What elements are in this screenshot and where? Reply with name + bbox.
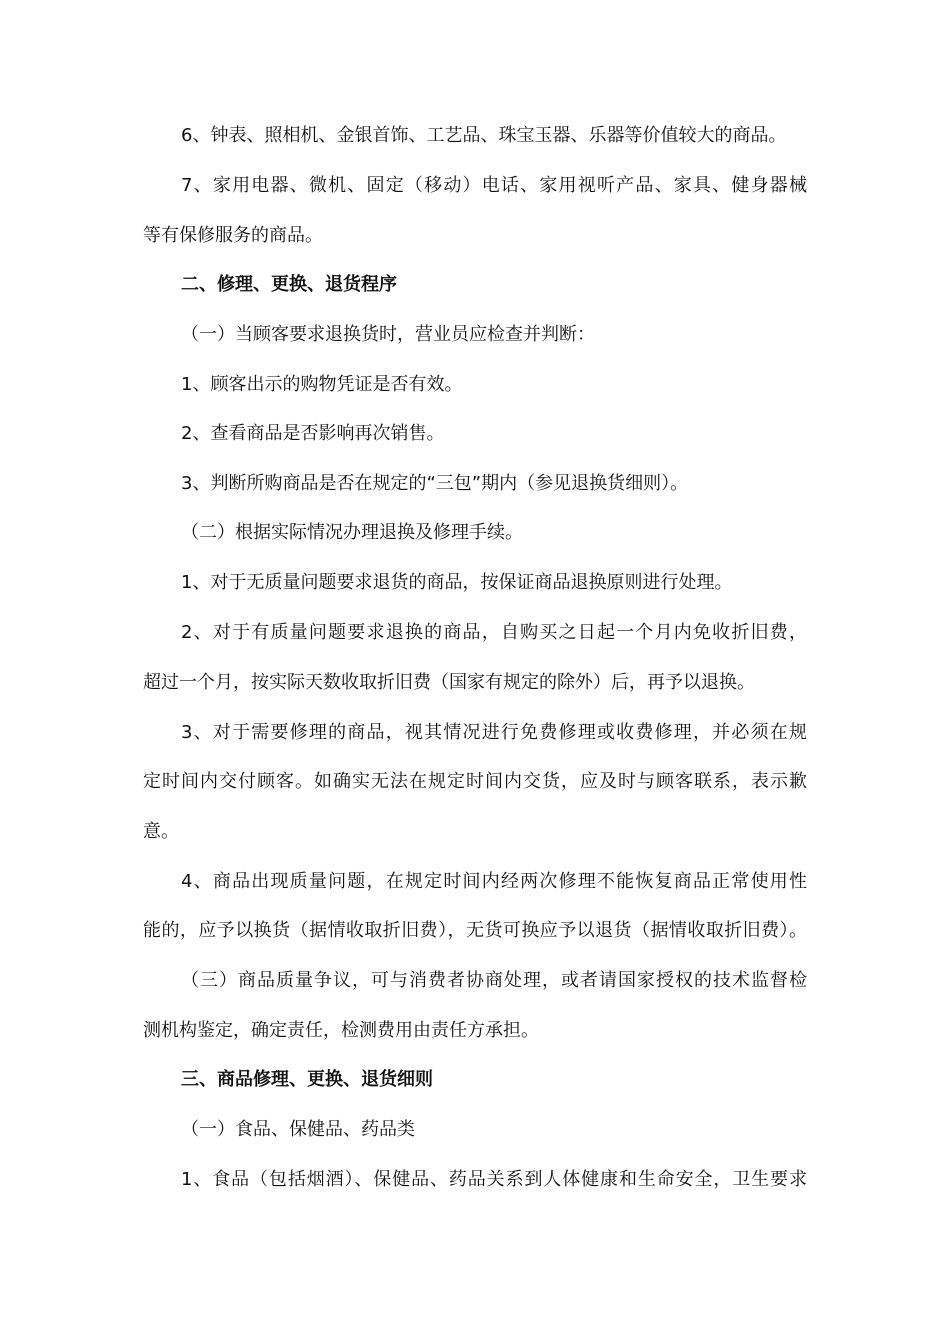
list-item-continued: 能的，应予以换货（据情收取折旧费），无货可换应予以退货（据情收取折旧费）。 [143,920,807,941]
subsection-heading-3-1: （一）食品、保健品、药品类 [181,1119,415,1140]
list-item: 3、判断所购商品是否在规定的“三包”期内（参见退换货细则）。 [181,473,689,494]
list-item: 1、对于无质量问题要求退货的商品，按保证商品退换原则进行处理。 [181,572,733,593]
list-item: 1、顾客出示的购物凭证是否有效。 [181,374,463,395]
subsection-heading-2-3: （三）商品质量争议，可与消费者协商处理，或者请国家授权的技术监督检 [181,970,807,991]
list-item-continued: 意。 [143,821,179,842]
list-item: 2、查看商品是否影响再次销售。 [181,423,445,444]
list-item-7-continued: 等有保修服务的商品。 [143,225,323,246]
list-item: 4、商品出现质量问题，在规定时间内经两次修理不能恢复商品正常使用性 [181,871,807,892]
list-item: 3、对于需要修理的商品，视其情况进行免费修理或收费修理，并必须在规 [181,722,807,743]
subsection-heading-2-2: （二）根据实际情况办理退换及修理手续。 [181,522,523,543]
section-heading-2: 二、修理、更换、退货程序 [181,274,397,295]
list-item-continued: 定时间内交付顾客。如确实无法在规定时间内交货，应及时与顾客联系，表示歉 [143,771,807,792]
list-item-continued: 超过一个月，按实际天数收取折旧费（国家有规定的除外）后，再予以退换。 [143,672,755,693]
list-item: 1、食品（包括烟酒）、保健品、药品关系到人体健康和生命安全，卫生要求 [181,1169,807,1190]
list-item: 2、对于有质量问题要求退换的商品，自购买之日起一个月内免收折旧费， [181,622,807,643]
subsection-heading-2-1: （一）当顾客要求退换货时，营业员应检查并判断： [181,324,595,345]
list-item-7: 7、家用电器、微机、固定（移动）电话、家用视听产品、家具、健身器械 [181,175,807,196]
subsection-continued: 测机构鉴定，确定责任，检测费用由责任方承担。 [143,1020,539,1041]
list-item-6: 6、钟表、照相机、金银首饰、工艺品、珠宝玉器、乐器等价值较大的商品。 [181,125,787,146]
section-heading-3: 三、商品修理、更换、退货细则 [181,1069,433,1090]
